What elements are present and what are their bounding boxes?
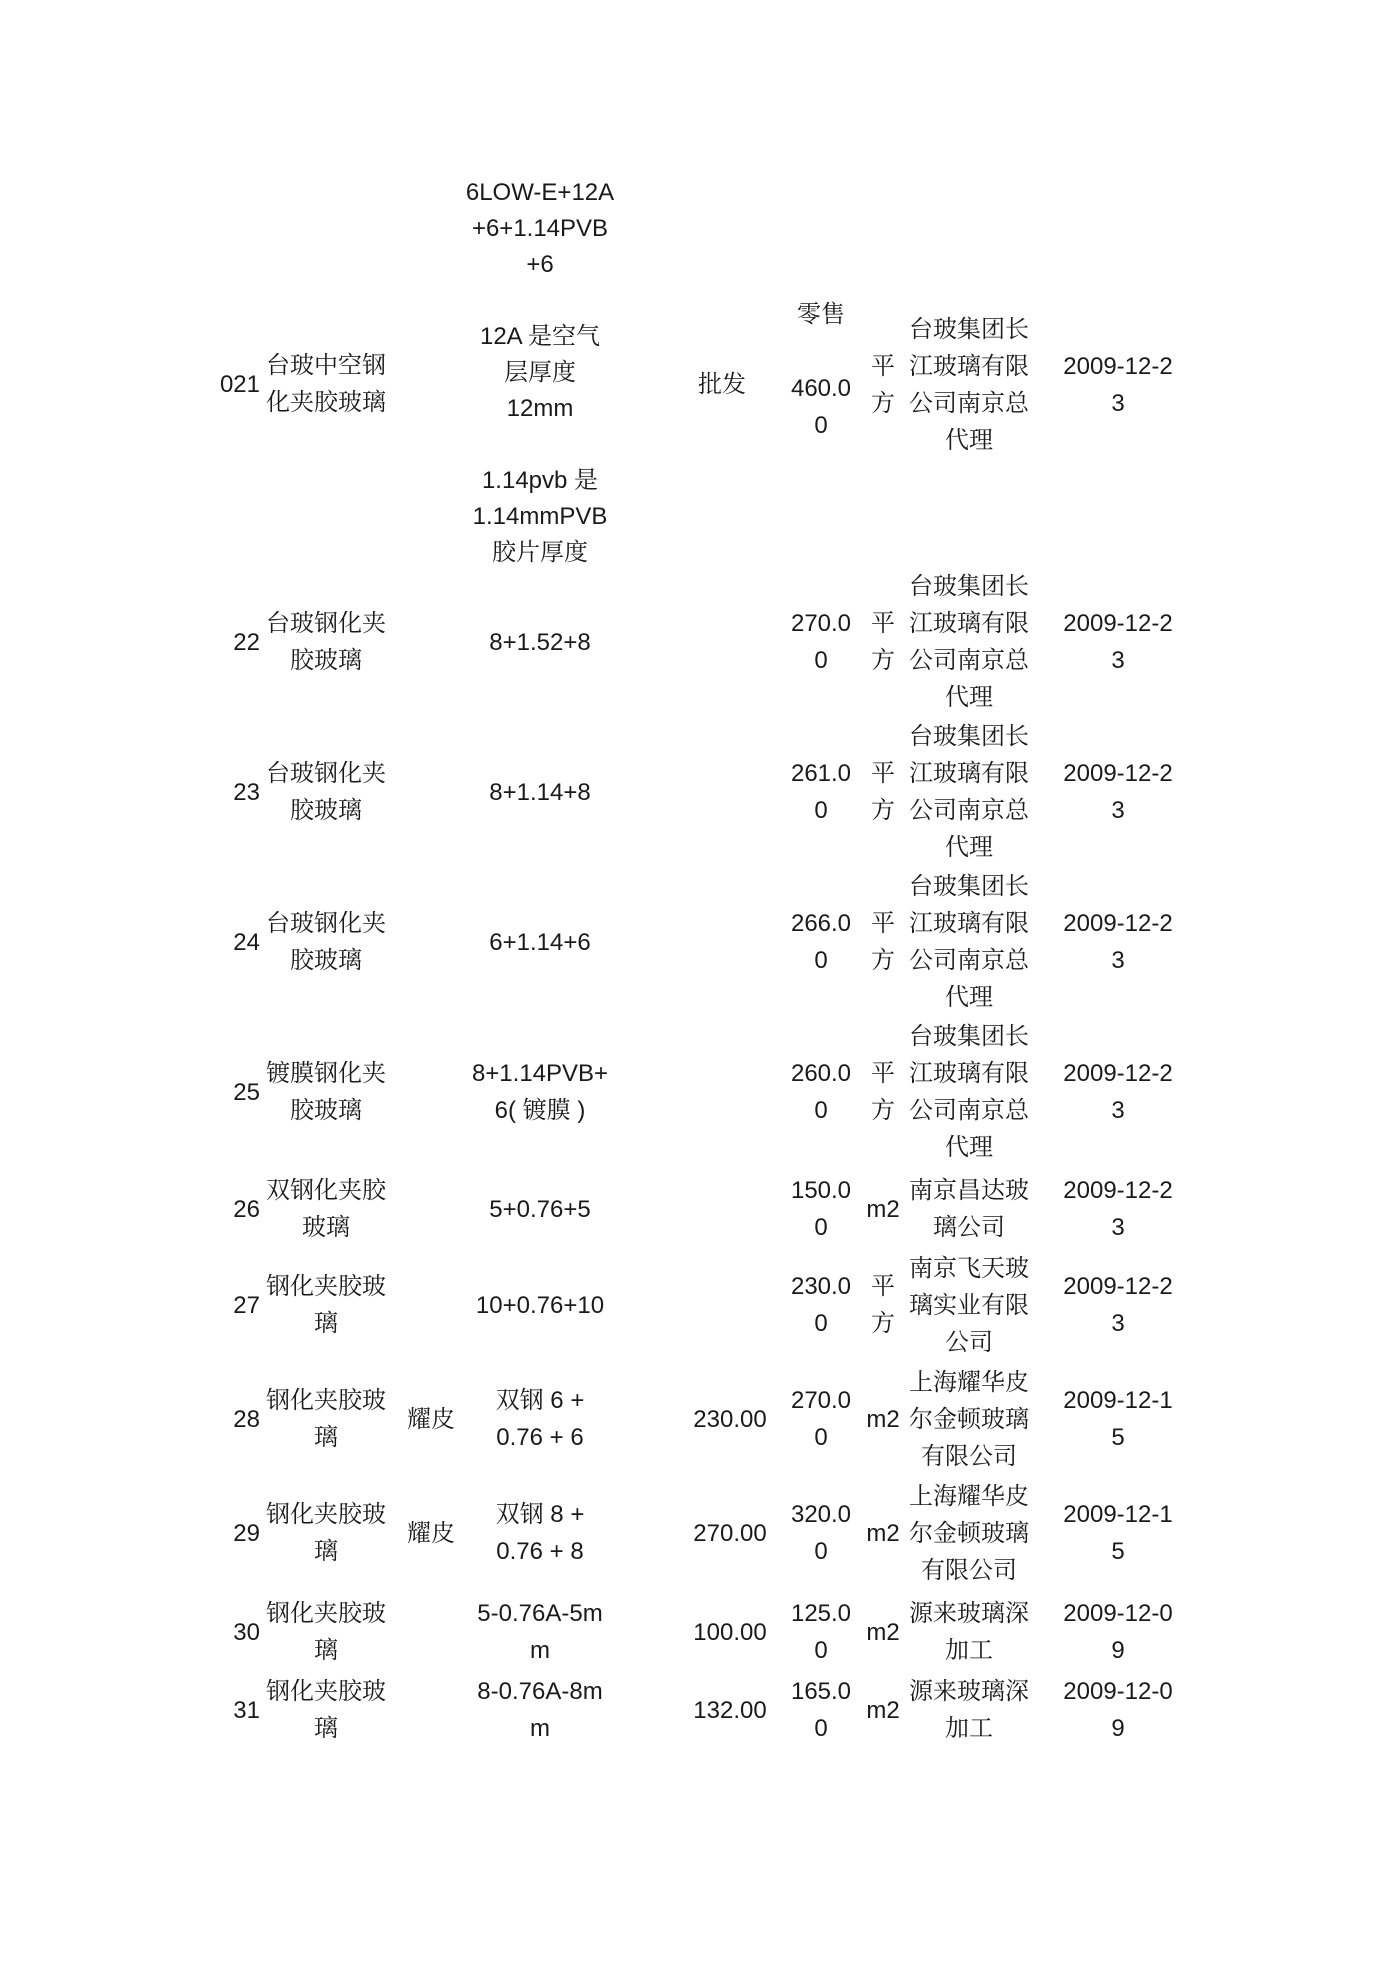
- product-name: 台玻钢化夹 胶玻璃: [266, 760, 386, 824]
- product-name: 台玻中空钢 化夹胶玻璃: [266, 352, 386, 416]
- vendor: 台玻集团长 江玻璃有限 公司南京总 代理: [909, 316, 1029, 454]
- unit: m2: [866, 1195, 900, 1223]
- product-name: 钢化夹胶玻 璃: [266, 1273, 386, 1337]
- spec: 8+1.52+8: [489, 628, 591, 656]
- date: 2009-12-2 3: [1063, 1177, 1173, 1241]
- bulk-price: 批发: [698, 370, 746, 398]
- row-number: 021: [219, 370, 260, 398]
- spec: 6LOW-E+12A +6+1.14PVB +6 12A 是空气 层厚度 12mm 1.14pvb 是 1.14mmPVB 胶片厚度: [465, 179, 615, 566]
- unit: 平 方: [871, 1273, 895, 1337]
- retail-price: 230.0 0: [790, 1273, 852, 1337]
- date: 2009-12-1 5: [1063, 1387, 1173, 1451]
- row-number: 22: [233, 628, 260, 656]
- spec: 6+1.14+6: [489, 928, 591, 956]
- row-number: 29: [233, 1519, 260, 1547]
- retail-price: 270.0 0: [790, 610, 852, 674]
- spec: 8-0.76A-8m m: [477, 1678, 603, 1742]
- unit: 平 方: [871, 910, 895, 974]
- bulk-price: 100.00: [693, 1618, 767, 1646]
- date: 2009-12-2 3: [1063, 353, 1173, 417]
- date: 2009-12-2 3: [1063, 1060, 1173, 1124]
- retail-price: 320.0 0: [790, 1501, 852, 1565]
- date: 2009-12-1 5: [1063, 1501, 1173, 1565]
- vendor: 台玻集团长 江玻璃有限 公司南京总 代理: [909, 1023, 1029, 1161]
- brand: 耀皮: [407, 1519, 455, 1547]
- row-number: 28: [233, 1405, 260, 1433]
- spec: 5-0.76A-5m m: [477, 1600, 603, 1664]
- date: 2009-12-2 3: [1063, 760, 1173, 824]
- retail-price: 261.0 0: [790, 760, 852, 824]
- retail-price: 150.0 0: [790, 1177, 852, 1241]
- table-row: [0, 868, 1394, 1016]
- table-row: [0, 1248, 1394, 1362]
- vendor: 台玻集团长 江玻璃有限 公司南京总 代理: [909, 723, 1029, 861]
- row-number: 26: [233, 1195, 260, 1223]
- unit: m2: [866, 1618, 900, 1646]
- spec: 10+0.76+10: [475, 1291, 605, 1319]
- row-number: 27: [233, 1291, 260, 1319]
- brand: 耀皮: [407, 1405, 455, 1433]
- bulk-price: 230.00: [693, 1405, 767, 1433]
- retail-price: 零售 460.0 0: [790, 301, 852, 439]
- retail-price: 270.0 0: [790, 1387, 852, 1451]
- table-row: [0, 1672, 1394, 1748]
- date: 2009-12-2 3: [1063, 610, 1173, 674]
- bulk-price: 270.00: [693, 1519, 767, 1547]
- row-number: 31: [233, 1696, 260, 1724]
- unit: 平 方: [871, 1060, 895, 1124]
- table-row: [0, 718, 1394, 866]
- vendor: 源来玻璃深 加工: [909, 1678, 1029, 1742]
- spec: 双钢 6 + 0.76 + 6: [495, 1387, 585, 1451]
- retail-price: 260.0 0: [790, 1060, 852, 1124]
- retail-price: 266.0 0: [790, 910, 852, 974]
- vendor: 南京昌达玻 璃公司: [909, 1177, 1029, 1241]
- vendor: 上海耀华皮 尔金顿玻璃 有限公司: [909, 1482, 1029, 1584]
- row-number: 30: [233, 1618, 260, 1646]
- bulk-price: 132.00: [693, 1696, 767, 1724]
- product-name: 钢化夹胶玻 璃: [266, 1501, 386, 1565]
- retail-price: 125.0 0: [790, 1600, 852, 1664]
- spec: 8+1.14PVB+ 6( 镀膜 ): [471, 1060, 609, 1124]
- product-name: 双钢化夹胶 玻璃: [266, 1177, 386, 1241]
- unit: m2: [866, 1696, 900, 1724]
- vendor: 上海耀华皮 尔金顿玻璃 有限公司: [909, 1368, 1029, 1470]
- vendor: 南京飞天玻 璃实业有限 公司: [909, 1254, 1029, 1356]
- table-row: [0, 1594, 1394, 1670]
- spec: 8+1.14+8: [489, 778, 591, 806]
- date: 2009-12-2 3: [1063, 910, 1173, 974]
- table-row: [0, 172, 1394, 574]
- spec: 5+0.76+5: [489, 1195, 591, 1223]
- table-row: [0, 1170, 1394, 1248]
- date: 2009-12-0 9: [1063, 1678, 1173, 1742]
- product-name: 钢化夹胶玻 璃: [266, 1387, 386, 1451]
- product-name: 镀膜钢化夹 胶玻璃: [266, 1060, 386, 1124]
- vendor: 台玻集团长 江玻璃有限 公司南京总 代理: [909, 873, 1029, 1011]
- date: 2009-12-2 3: [1063, 1273, 1173, 1337]
- table-row: [0, 1362, 1394, 1476]
- product-name: 钢化夹胶玻 璃: [266, 1678, 386, 1742]
- unit: 平 方: [871, 353, 895, 417]
- table-row: [0, 1018, 1394, 1166]
- table-row: [0, 1476, 1394, 1590]
- vendor: 台玻集团长 江玻璃有限 公司南京总 代理: [909, 573, 1029, 711]
- product-name: 钢化夹胶玻 璃: [266, 1600, 386, 1664]
- product-name: 台玻钢化夹 胶玻璃: [266, 610, 386, 674]
- unit: m2: [866, 1519, 900, 1547]
- unit: 平 方: [871, 610, 895, 674]
- unit: m2: [866, 1405, 900, 1433]
- table-row: [0, 568, 1394, 716]
- product-name: 台玻钢化夹 胶玻璃: [266, 910, 386, 974]
- row-number: 25: [233, 1078, 260, 1106]
- row-number: 23: [233, 778, 260, 806]
- unit: 平 方: [871, 760, 895, 824]
- date: 2009-12-0 9: [1063, 1600, 1173, 1664]
- spec: 双钢 8 + 0.76 + 8: [495, 1501, 585, 1565]
- retail-price: 165.0 0: [790, 1678, 852, 1742]
- vendor: 源来玻璃深 加工: [909, 1600, 1029, 1664]
- row-number: 24: [233, 928, 260, 956]
